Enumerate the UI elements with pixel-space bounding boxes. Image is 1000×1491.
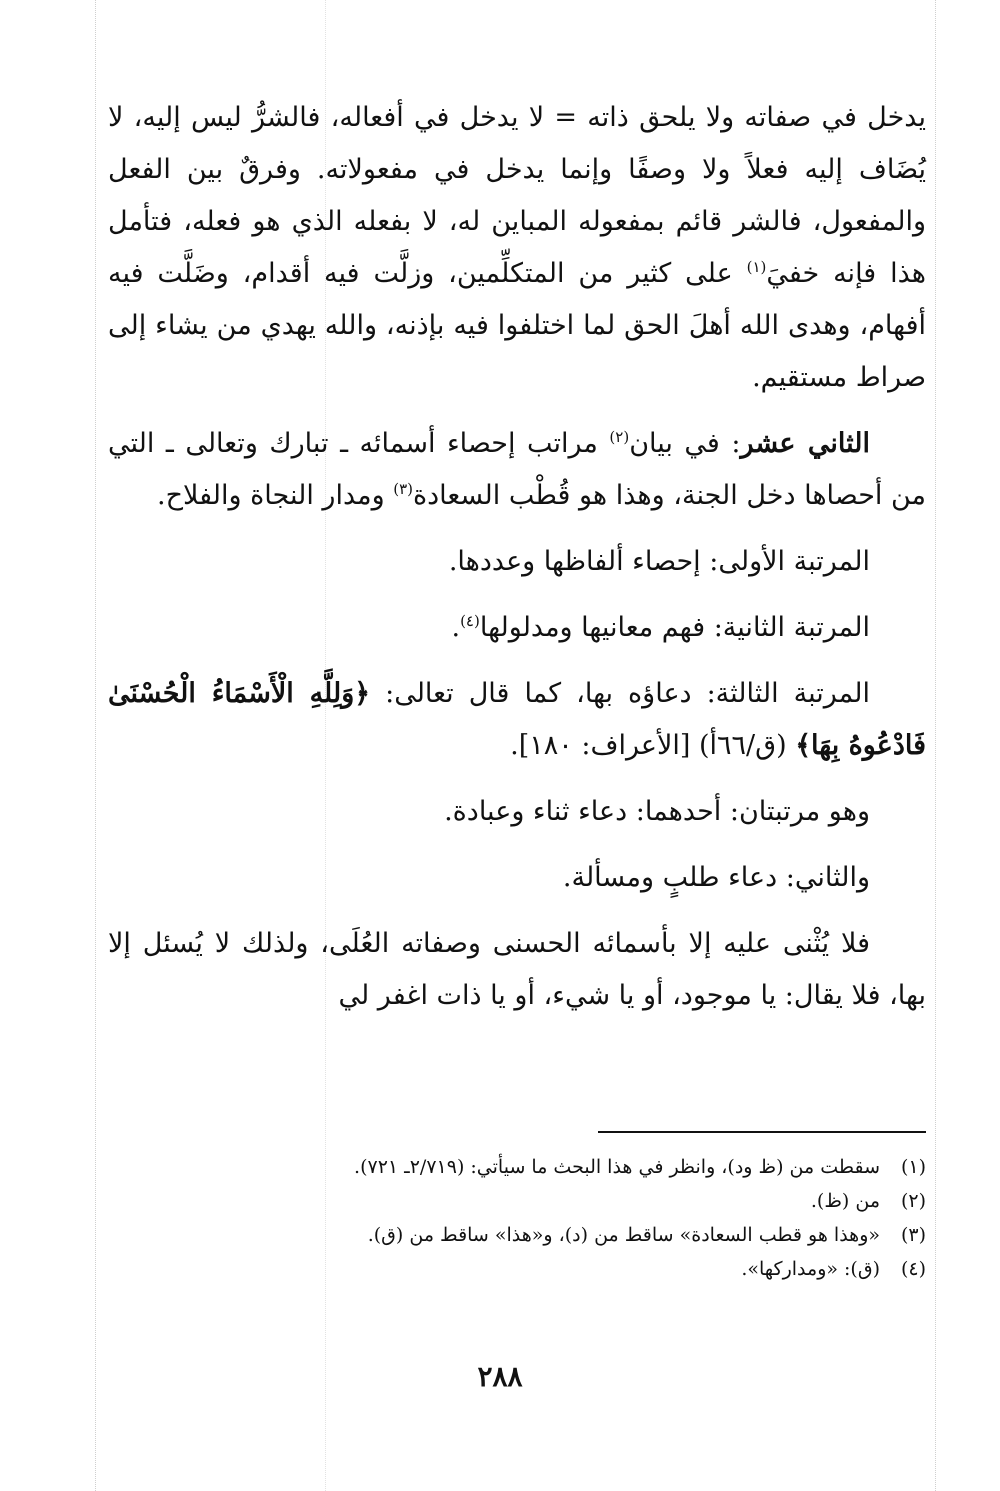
paragraph-2-text-mid: مراتب إحصاء أسمائه ـ تبارك وتعالى ـ التي من أحصاها دخل الجنة، وهذا هو قُطْب السعادة [108, 428, 926, 511]
paragraph-1 [108, 92, 926, 404]
paragraph-4-text-after: . [451, 612, 461, 643]
paragraph-8 [108, 918, 926, 1022]
paragraph-2 [108, 418, 926, 522]
footnote-text: (ق): «ومداركها». [741, 1258, 880, 1280]
paragraph-4 [108, 602, 926, 654]
footnote-number: (٣) [900, 1224, 926, 1246]
quran-verse: ﴿وَلِلَّهِ الْأَسْمَاءُ الْحُسْنَىٰ فَادْعُوهُ بِهَا﴾ [108, 678, 926, 761]
page-number: ٢٨٨ [477, 1360, 523, 1393]
paragraph-7 [108, 852, 926, 904]
paragraph-1-text-after: على كثير من المتكلِّمين، وزلَّت فيه أقدام، وضَلَّت فيه أفهام، وهدى الله أهلَ الحق لما اختلفوا فيه بإذنه، والله يهدي من يشاء إلى صراط مستقيم. [108, 258, 926, 393]
footnotes [150, 1150, 926, 1286]
main-text [108, 92, 926, 1036]
footnote-ref-3: (٣) [393, 480, 413, 498]
paragraph-5-text: المرتبة الثالثة: دعاؤه بها، كما قال تعالى: [370, 678, 871, 709]
footnote-text: سقطت من (ظ ود)، وانظر في هذا البحث ما سيأتي: (٢/٧١٩ـ ٧٢١). [354, 1156, 880, 1178]
footnote-4 [150, 1252, 926, 1286]
paragraph-6-text: وهو مرتبتان: أحدهما: دعاء ثناء وعبادة. [444, 796, 870, 827]
footnote-number: (١) [900, 1156, 926, 1178]
footnote-ref-2: (٢) [609, 428, 630, 446]
footnote-1 [150, 1150, 926, 1184]
footnote-number: (٢) [900, 1190, 926, 1212]
paragraph-3 [108, 536, 926, 588]
paragraph-2-text: : في بيان [629, 428, 741, 459]
footnote-number: (٤) [900, 1258, 926, 1280]
footnote-text: «وهذا هو قطب السعادة» ساقط من (د)، و«هذا» ساقط من (ق). [367, 1224, 880, 1246]
paragraph-5-text-after: (ق/٦٦أ) [الأعراف: ١٨٠]. [510, 730, 796, 761]
footnote-ref-1: (١) [746, 258, 767, 276]
paragraph-2-text-after: ومدار النجاة والفلاح. [157, 480, 394, 511]
paragraph-4-text: المرتبة الثانية: فهم معانيها ومدلولها [479, 612, 870, 643]
scan-guide-right [935, 0, 936, 1491]
footnote-text: من (ظ). [810, 1190, 880, 1212]
paragraph-7-text: والثاني: دعاء طلبٍ ومسألة. [562, 862, 870, 893]
footnote-ref-4: (٤) [460, 612, 480, 630]
footnote-3 [150, 1218, 926, 1252]
paragraph-1-text: يدخل في صفاته ولا يلحق ذاته = لا يدخل في أفعاله، فالشرُّ ليس إليه، لا يُضَاف إليه فعلاً ولا وصفًا وإنما يدخل في مفعولاته. وفرقٌ بين الفعل والمفعول، فالشر قائم بمفعوله المباين له، لا بفعله الذي هو فعله، فتأمل هذا فإنه خفيَ [108, 102, 926, 289]
paragraph-8-text: فلا يُثْنى عليه إلا بأسمائه الحسنى وصفاته العُلَى، ولذلك لا يُسئل إلا بها، فلا يقال: يا موجود، أو يا شيء، أو يا ذات اغفر لي [108, 928, 926, 1011]
scan-guide-left [95, 0, 96, 1491]
section-heading: الثاني عشر [740, 428, 871, 459]
footnote-separator [598, 1131, 926, 1133]
paragraph-6 [108, 786, 926, 838]
paragraph-3-text: المرتبة الأولى: إحصاء ألفاظها وعددها. [448, 546, 870, 577]
paragraph-5 [108, 668, 926, 772]
footnote-2 [150, 1184, 926, 1218]
